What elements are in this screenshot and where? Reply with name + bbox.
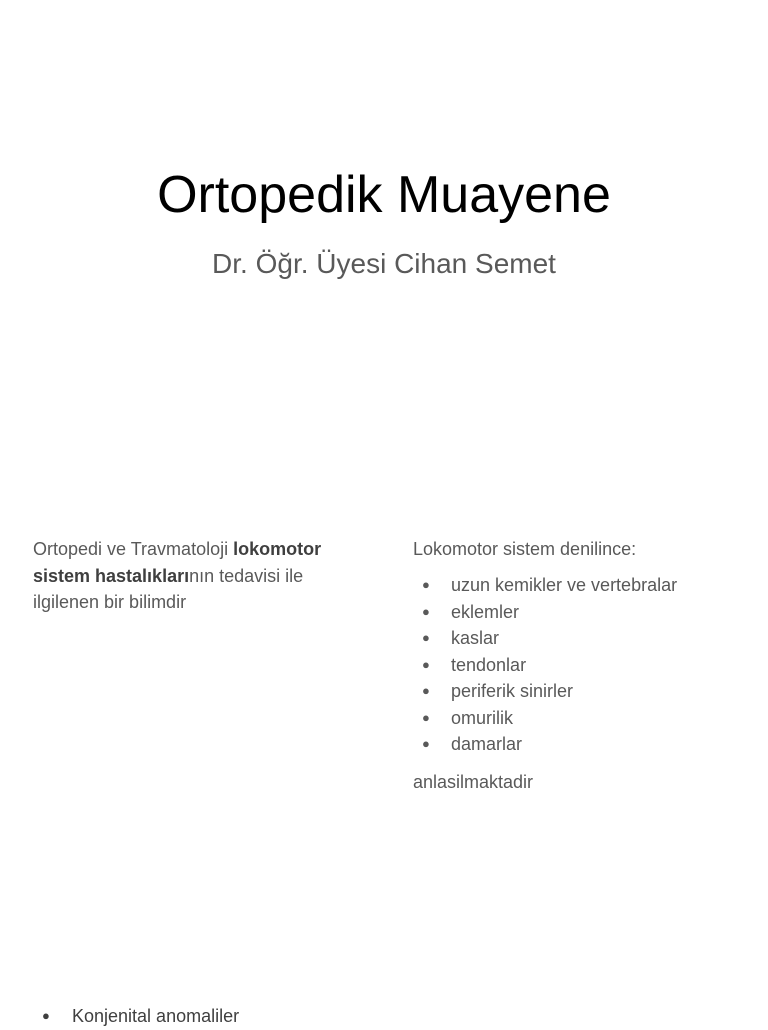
bullet-dot-icon: ●	[42, 1008, 50, 1023]
bullet-dot-icon: ●	[422, 630, 430, 645]
list-item-label: uzun kemikler ve vertebralar	[451, 575, 678, 595]
definition-text-start: Ortopedi ve Travmatoloji	[33, 539, 234, 559]
list-item	[413, 599, 743, 626]
locomotor-intro: Lokomotor sistem denilince:	[413, 539, 637, 559]
locomotor-component-list	[413, 572, 743, 758]
list-item-label: omurilik	[451, 707, 514, 728]
list-item-label: eklemler	[451, 601, 520, 622]
list-item	[413, 705, 743, 732]
list-item	[413, 678, 743, 705]
disease-category-list	[33, 1003, 239, 1029]
bullet-dot-icon: ●	[422, 603, 430, 619]
locomotor-system-block	[413, 536, 743, 795]
slide-title: Ortopedik Muayene	[157, 166, 611, 224]
bullet-dot-icon: ●	[422, 709, 430, 725]
list-item-label: periferik sinirler	[451, 681, 574, 701]
definition-paragraph	[33, 536, 363, 616]
list-item	[33, 1003, 239, 1029]
bullet-dot-icon: ●	[422, 683, 430, 698]
list-item-label: kaslar	[451, 628, 500, 648]
definition-text-end: nın tedavisi ile ilgilenen bir bilimdir	[33, 565, 304, 612]
bullet-dot-icon: ●	[422, 736, 430, 751]
definition-bold-term: lokomotor sistem hastalıkları	[33, 539, 322, 586]
list-item	[413, 731, 743, 758]
slide-subtitle: Dr. Öğr. Üyesi Cihan Semet	[212, 248, 556, 279]
bullet-dot-icon: ●	[422, 577, 430, 592]
list-item-label: tendonlar	[451, 654, 527, 675]
list-item-label: Konjenital anomaliler	[72, 1006, 240, 1026]
locomotor-outro: anlasilmaktadir	[413, 771, 534, 792]
bullet-dot-icon: ●	[422, 656, 430, 672]
list-item	[413, 625, 743, 652]
list-item-label: damarlar	[451, 734, 523, 754]
list-item	[413, 652, 743, 679]
list-item	[413, 572, 743, 599]
